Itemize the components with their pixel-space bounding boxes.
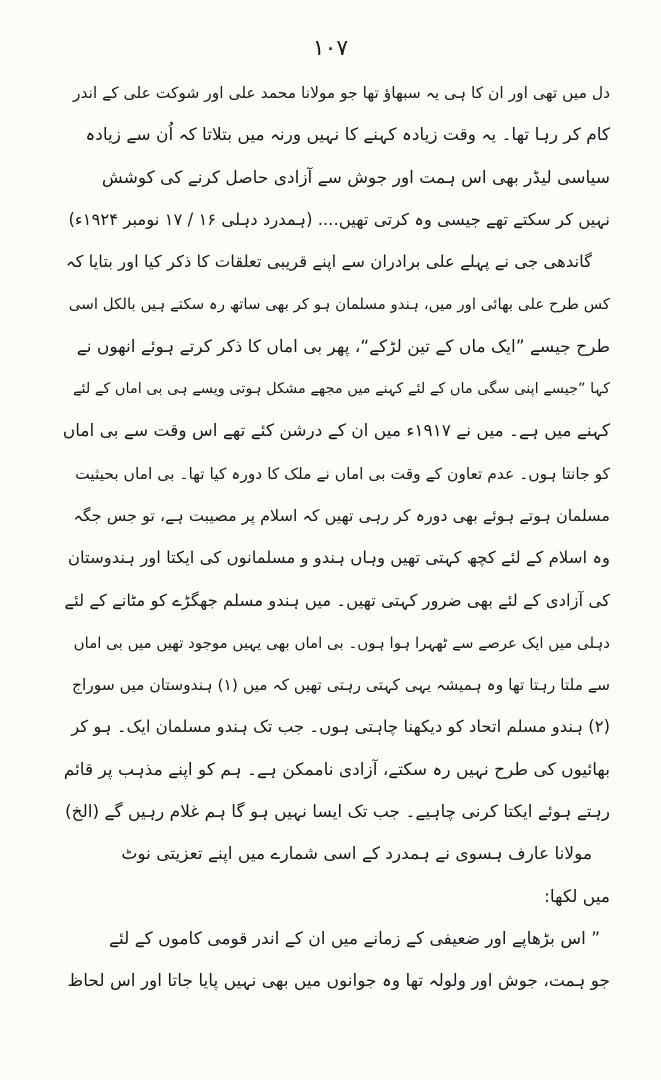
text-line: دہلی میں ایک عرصے سے ٹھہرا ہوا ہوں۔ بی اماں بھی یہیں موجود تھیں میں بی اماں: [73, 633, 610, 652]
text-line: مسلمان ہوتے ہوئے بھی دورہ کر رہی تھیں کہ اسلام پر مصیبت ہے، تو جس جگہ: [73, 505, 610, 525]
text-line: کو جانتا ہوں۔ عدم تعاون کے وقت بی اماں نے ملک کا دورہ کیا تھا۔ بی اماں بحیثیت: [75, 464, 610, 483]
text-line: کس طرح علی بھائی اور میں، ہندو مسلمان ہو کر بھی ساتھ رہ سکتے ہیں بالکل اسی: [68, 295, 610, 314]
text-line: کام کر رہا تھا۔ یہ وقت زیادہ کہنے کا نہیں ورنہ میں بتلاتا کہ اُن سے زیادہ: [85, 125, 610, 146]
text-line: کہا ”جیسے اپنی سگی ماں کے لئے کہنے میں مجھے مشکل ہوتی ویسے ہی بی اماں کے لئے: [72, 381, 610, 398]
text-line: گاندھی جی نے پہلے علی برادران سے اپنے قریبی تعلقات کا ذکر کیا اور بتایا کہ: [65, 252, 592, 272]
text-line: نہیں کر سکتے تھے جیسی وہ کرتی تھیں.... (ہمدرد دہلی ۱۶ / ۱۷ نومبر ۱۹۲۴ء): [68, 209, 610, 229]
text-line: کی آزادی کے لئے بھی ضرور کہتی تھیں۔ میں ہندو مسلم جھگڑے کو مٹانے کے لئے: [64, 590, 610, 610]
text-line: (۲) ہندو مسلم اتحاد کو دیکھنا چاہتی ہوں۔ جب تک ہندو مسلمان ایک۔ ہو کر: [71, 717, 610, 737]
text-line: طرح جیسے ”ایک ماں کے تین لڑکے“، پھر بی اماں کا ذکر کرتے ہوئے انھوں نے: [76, 336, 610, 357]
text-line: مولانا عارف ہسوی نے ہمدرد کے اسی شمارے میں اپنے تعزیتی نوٹ: [121, 844, 592, 865]
page-number: ۱۰۷: [312, 36, 349, 61]
text-line: میں لکھا:: [544, 886, 610, 907]
quote-line: ” اس بڑھاپے اور ضعیفی کے زمانے میں ان کے اندر قومی کاموں کے لئے: [109, 928, 600, 949]
text-line: وہ اسلام کے لئے کچھ کہتی تھیں وہاں ہندو و مسلمانوں کی ایکتا اور ہندوستان: [67, 548, 610, 568]
text-line: بھائیوں کی طرح نہیں رہ سکتے، آزادی ناممکن ہے۔ ہم کو اپنے مذہب پر قائم: [63, 759, 610, 780]
body-text: [62, 72, 610, 1003]
quote-line: جو ہمت، جوش اور ولولہ تھا وہ جوانوں میں بھی نہیں پایا جاتا اور اس لحاظ: [67, 971, 610, 992]
text-line: رہتے ہوئے ایکتا کرنی چاہیے۔ جب تک ایسا نہیں ہو گا ہم غلام رہیں گے (الخ): [65, 802, 610, 823]
text-line: کہنے میں ہے۔ میں نے ۱۹۱۷ء میں ان کے درشن کئے تھے اس وقت سے بی اماں: [62, 421, 610, 442]
text-line: سیاسی لیڈر بھی اس ہمت اور جوش سے آزادی حاصل کرنے کی کوشش: [101, 167, 610, 188]
text-line: دل میں تھی اور ان کا ہی یہ سبھاؤ تھا جو مولانا محمد علی اور شوکت علی کے اندر: [72, 84, 610, 102]
text-line: سے ملتا رہتا تھا وہ ہمیشہ یہی کہتی رہتی تھیں کہ میں (۱) ہندوستان میں سوراج: [71, 676, 610, 695]
